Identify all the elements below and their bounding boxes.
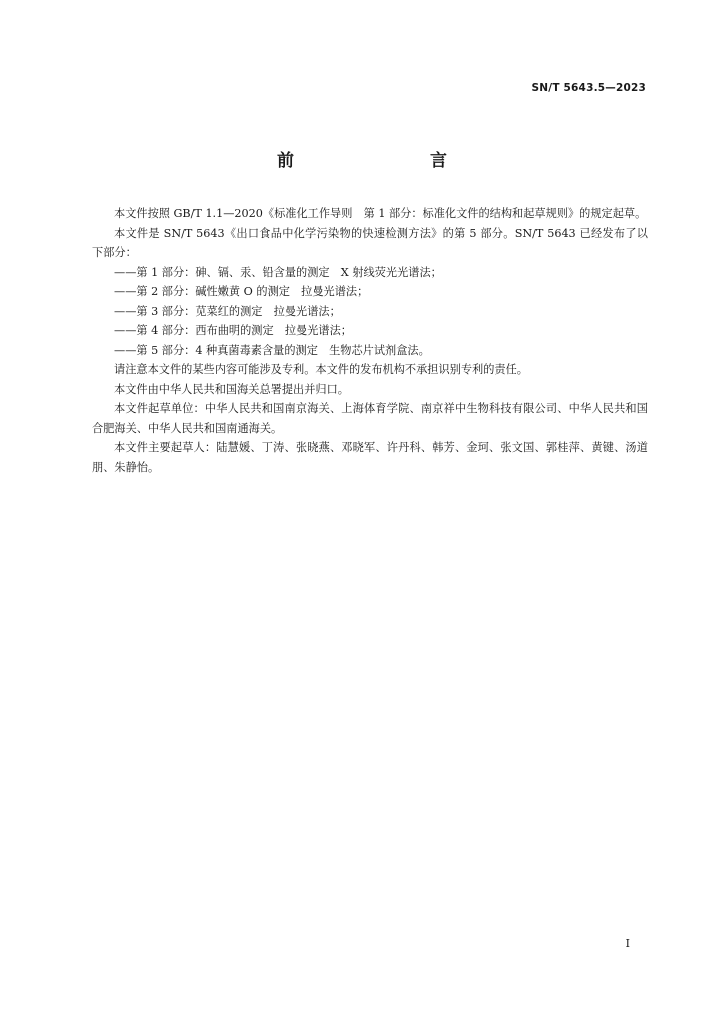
foreword-body [92,204,648,477]
paragraph-proposer: 本文件由中华人民共和国海关总署提出并归口。 [114,382,349,396]
paragraph-drafters: 本文件主要起草人：陆慧媛、丁涛、张晓燕、邓晓军、许丹科、韩芳、金珂、张文国、郭桂萍、黄键、汤道朋、朱静怡。 [92,441,648,474]
list-item-part-4: ——第 4 部分：西布曲明的测定 拉曼光谱法； [114,324,352,337]
page-title: 前 言 [277,151,481,171]
paragraph-series-intro: 本文件是 SN/T 5643《出口食品中化学污染物的快速检测方法》的第 5 部分。SN/T 5643 已经发布了以下部分： [92,226,648,259]
paragraph-drafting-rules: 本文件按照 GB/T 1.1—2020《标准化工作导则 第 1 部分：标准化文件的结构和起草规则》的规定起草。 [114,207,647,220]
paragraph-patent-notice: 请注意本文件的某些内容可能涉及专利。本文件的发布机构不承担识别专利的责任。 [114,363,528,376]
list-item-part-5: ——第 5 部分：4 种真菌毒素含量的测定 生物芯片试剂盒法。 [114,343,430,357]
page-number: I [625,937,630,950]
paragraph-drafting-units: 本文件起草单位：中华人民共和国南京海关、上海体育学院、南京祥中生物科技有限公司、中华人民共和国合肥海关、中华人民共和国南通海关。 [92,402,648,435]
list-item-part-3: ——第 3 部分：苋菜红的测定 拉曼光谱法； [114,304,341,318]
standard-code: SN/T 5643.5—2023 [531,82,646,94]
list-item-part-1: ——第 1 部分：砷、镉、汞、铅含量的测定 X 射线荧光光谱法； [114,265,442,279]
list-item-part-2: ——第 2 部分：碱性嫩黄 O 的测定 拉曼光谱法； [114,285,369,298]
